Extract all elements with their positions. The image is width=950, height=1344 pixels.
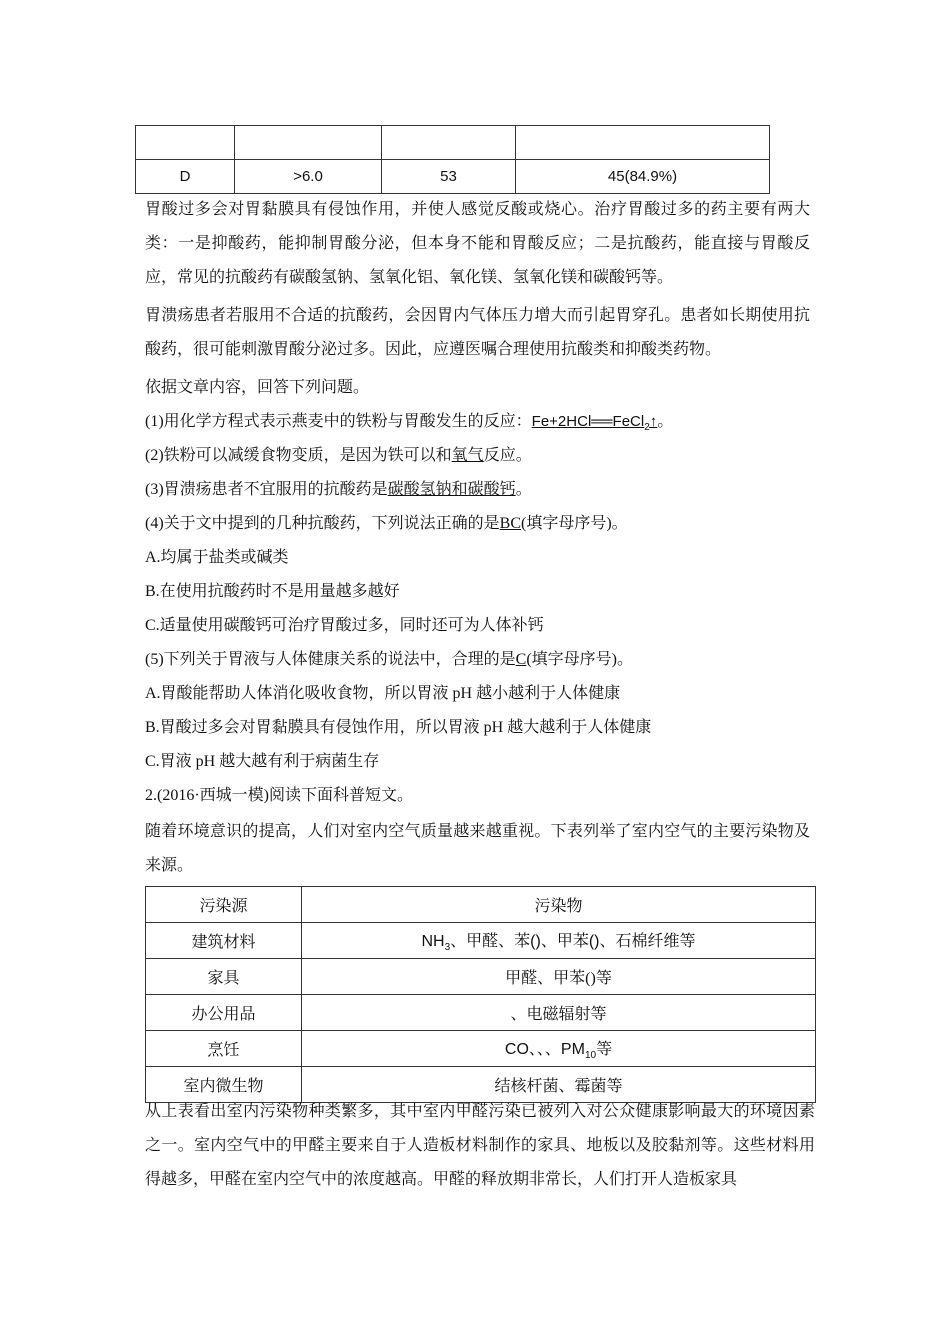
answer-subscript: 2 (644, 422, 650, 433)
question-5-text: (5)下列关于胃液与人体健康关系的说法中，合理的是 (145, 651, 516, 668)
question-4-option-a: A.均属于盐类或碱类 (145, 549, 289, 566)
question-1-suffix: 。 (657, 413, 674, 430)
pollutant-text: 、甲醛、苯()、甲苯()、石棉纤维等 (450, 932, 696, 950)
source-cell: 烹饪 (146, 1031, 302, 1067)
pollutant-text: 甲醛、甲苯()等 (505, 970, 612, 987)
table-cell: 45(84.9%) (516, 160, 770, 194)
table-row (146, 1031, 816, 1067)
question-1 (145, 405, 810, 439)
table-cell: >6.0 (235, 160, 382, 194)
table-row (136, 126, 770, 160)
table-cell (136, 126, 235, 160)
passage-paragraph-2: 胃溃疡患者若服用不合适的抗酸药，会因胃内气体压力增大而引起胃穿孔。患者如长期使用抗酸药，很可能刺激胃酸分泌过多。因此，应遵医嘱合理使用抗酸类和抑酸类药物。 (145, 307, 810, 358)
question-5-option-b: B.胃酸过多会对胃黏膜具有侵蚀作用，所以胃液 pH 越大越利于人体健康 (145, 719, 652, 736)
problem-2-heading: 2.(2016·西城一模)阅读下面科普短文。 (145, 787, 413, 804)
header-source: 污染源 (146, 887, 302, 923)
problem-2-intro: 随着环境意识的提高，人们对室内空气质量越来越重视。下表列举了室内空气的主要污染物及来源。 (145, 823, 810, 874)
source-cell: 室内微生物 (146, 1067, 302, 1103)
table-cell (235, 126, 382, 160)
source-cell: 家具 (146, 959, 302, 995)
table-row (146, 959, 816, 995)
passage-2: 从上表看出室内污染物种类繁多，其中室内甲醛污染已被列入对公众健康影响最大的环境因素之一。室内空气中的甲醛主要来自于人造板材料制作的家具、地板以及胶黏剂等。这些材料用得越多，甲醛在室内空气中的浓度越高。甲醛的释放期非常长，人们打开人造板家具 (145, 1103, 815, 1188)
pollutant-text: 结核杆菌、霉菌等 (494, 1078, 623, 1095)
table-cell (516, 126, 770, 160)
table-cell: D (136, 160, 235, 194)
table-header-row (146, 887, 816, 923)
header-pollutant: 污染物 (302, 887, 816, 923)
table-row (136, 160, 770, 194)
answer-part: ══ (591, 413, 613, 430)
question-4-text: (4)关于文中提到的几种抗酸药，下列说法正确的是 (145, 515, 500, 532)
pollutant-cell (302, 959, 816, 995)
question-3-text: (3)胃溃疡患者不宜服用的抗酸药是 (145, 481, 388, 498)
source-cell: 办公用品 (146, 995, 302, 1031)
pollutant-cell (302, 1031, 816, 1067)
table-cell: 53 (382, 160, 516, 194)
pollutant-text: CO、、、PM (504, 1040, 585, 1058)
question-2-suffix: 反应。 (483, 447, 532, 464)
question-4-suffix: (填字母序号)。 (521, 515, 628, 532)
answer-part: Fe+2HCl (531, 413, 592, 430)
pollution-table (145, 886, 816, 1103)
question-5 (145, 643, 810, 677)
question-4-option-b: B.在使用抗酸药时不是用量越多越好 (145, 583, 400, 600)
table-cell (382, 126, 516, 160)
pollutant-subscript: 3 (444, 942, 451, 954)
pollutant-subscript: 10 (584, 1050, 597, 1062)
question-3-suffix: 。 (515, 481, 532, 498)
results-table (135, 125, 770, 194)
table-row (146, 995, 816, 1031)
question-1-answer (531, 413, 658, 433)
pollutant-text: 等 (596, 1040, 613, 1058)
question-3 (145, 473, 810, 507)
pollutant-text: 、电磁辐射等 (510, 1006, 607, 1023)
passage-paragraph-1: 胃酸过多会对胃黏膜具有侵蚀作用，并使人感觉反酸或烧心。治疗胃酸过多的药主要有两大类：一是抑酸药，能抑制胃酸分泌，但本身不能和胃酸反应；二是抗酸药，能直接与胃酸反应，常见的抗酸药有碳酸氢钠、氢氧化铝、氧化镁、氢氧化镁和碳酸钙等。 (145, 201, 810, 286)
gas-arrow-icon: ↑ (649, 413, 658, 430)
question-4-option-c: C.适量使用碳酸钙可治疗胃酸过多，同时还可为人体补钙 (145, 617, 544, 634)
pollutant-text: NH (421, 932, 445, 950)
answer-part: FeCl (612, 413, 645, 430)
question-2-answer: 氧气 (451, 447, 484, 464)
question-1-text: (1)用化学方程式表示燕麦中的铁粉与胃酸发生的反应： (145, 413, 532, 430)
question-5-suffix: (填字母序号)。 (526, 651, 634, 668)
table-row (146, 923, 816, 959)
question-3-answer: 碳酸氢钠和碳酸钙 (387, 481, 516, 498)
question-2-text: (2)铁粉可以减缓食物变质，是因为铁可以和 (145, 447, 452, 464)
question-4 (145, 507, 810, 541)
pollutant-cell (302, 923, 816, 959)
question-2 (145, 439, 810, 473)
question-4-answer: BC (499, 515, 522, 532)
source-cell: 建筑材料 (146, 923, 302, 959)
question-5-option-c: C.胃液 pH 越大越有利于病菌生存 (145, 753, 380, 770)
questions-intro: 依据文章内容，回答下列问题。 (145, 379, 370, 396)
question-5-answer: C (515, 651, 527, 668)
question-5-option-a: A.胃酸能帮助人体消化吸收食物，所以胃液 pH 越小越利于人体健康 (145, 685, 621, 702)
pollutant-cell (302, 995, 816, 1031)
